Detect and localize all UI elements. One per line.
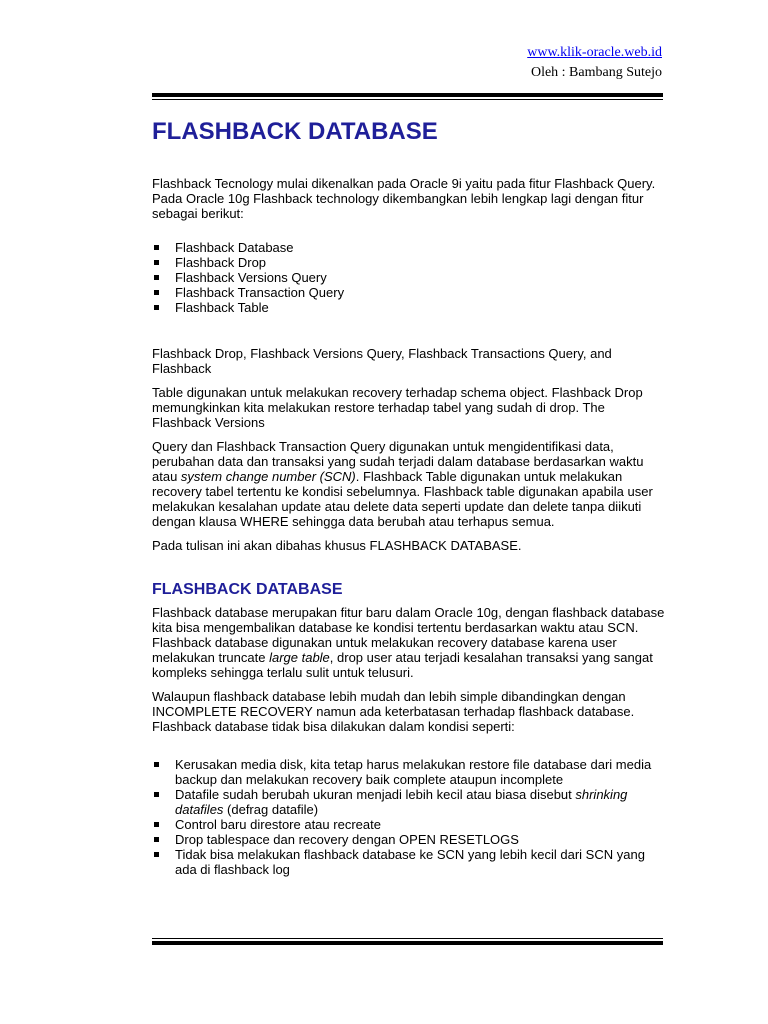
list-item: Control baru direstore atau recreate — [152, 817, 667, 832]
paragraph-4: Pada tulisan ini akan dibahas khusus FLASHBACK DATABASE. — [152, 538, 522, 553]
author-line: Oleh : Bambang Sutejo — [530, 65, 662, 80]
section-paragraph-1: Flashback database merupakan fitur baru dalam Oracle 10g, dengan flashback database kita bisa mengembalikan database ke kondisi tertentu berdasarkan waktu atau SCN. Flashback database digunakan untuk melakukan recovery database karena user melakukan truncate large table, drop user atau terjadi kesalahan transaksi yang sangat kompleks sehingga terlalu sulit untuk telusuri. — [152, 605, 665, 680]
feature-list — [152, 240, 667, 315]
intro-paragraph: Flashback Tecnology mulai dikenalkan pada Oracle 9i yaitu pada fitur Flashback Query. Pada Oracle 10g Flashback technology dikembangkan lebih lengkap lagi dengan fitur sebagai berikut: — [152, 176, 656, 221]
section-paragraph-2: Walaupun flashback database lebih mudah dan lebih simple dibandingkan dengan INCOMPLETE RECOVERY namun ada keterbatasan terhadap flashback database. Flashback database tidak bisa dilakukan dalam kondisi seperti: — [152, 689, 635, 734]
list-item: Flashback Database — [152, 240, 667, 255]
paragraph-1: Flashback Drop, Flashback Versions Query, Flashback Transactions Query, and Flashback — [152, 346, 612, 376]
paragraph-2: Table digunakan untuk melakukan recovery terhadap schema object. Flashback Drop memungkinkan kita melakukan restore terhadap tabel yang sudah di drop. The Flashback Versions — [152, 385, 643, 430]
document-body — [152, 118, 667, 877]
paragraph-3: Query dan Flashback Transaction Query digunakan untuk mengidentifikasi data, perubahan data dan transaksi yang sudah terjadi dalam database berdasarkan waktu atau system change number (SCN). Flashback Table digunakan untuk melakukan recovery tabel tertentu ke kondisi sebelumnya. Flashback table digunakan apabila user melakukan kesalahan update atau delete data seperti update dan delete tanpa diikuti dengan klausa WHERE sehingga data berubah atau terhapus semua. — [152, 439, 653, 529]
list-item: Flashback Drop — [152, 255, 667, 270]
website-link[interactable]: www.klik-oracle.web.id — [527, 45, 662, 60]
header-rule — [152, 93, 663, 100]
footer-rule — [152, 938, 663, 945]
section-title: FLASHBACK DATABASE — [152, 581, 343, 598]
list-item: Tidak bisa melakukan flashback database ke SCN yang lebih kecil dari SCN yang ada di flashback log — [152, 847, 667, 877]
page-title: FLASHBACK DATABASE — [152, 118, 438, 145]
list-item: Flashback Versions Query — [152, 270, 667, 285]
list-item: Drop tablespace dan recovery dengan OPEN RESETLOGS — [152, 832, 667, 847]
list-item: Datafile sudah berubah ukuran menjadi lebih kecil atau biasa disebut shrinking datafiles (defrag datafile) — [152, 787, 667, 817]
list-item: Kerusakan media disk, kita tetap harus melakukan restore file database dari media backup dan melakukan recovery baik complete ataupun incomplete — [152, 757, 667, 787]
list-item: Flashback Transaction Query — [152, 285, 667, 300]
limitation-list — [152, 757, 667, 877]
list-item: Flashback Table — [152, 300, 667, 315]
